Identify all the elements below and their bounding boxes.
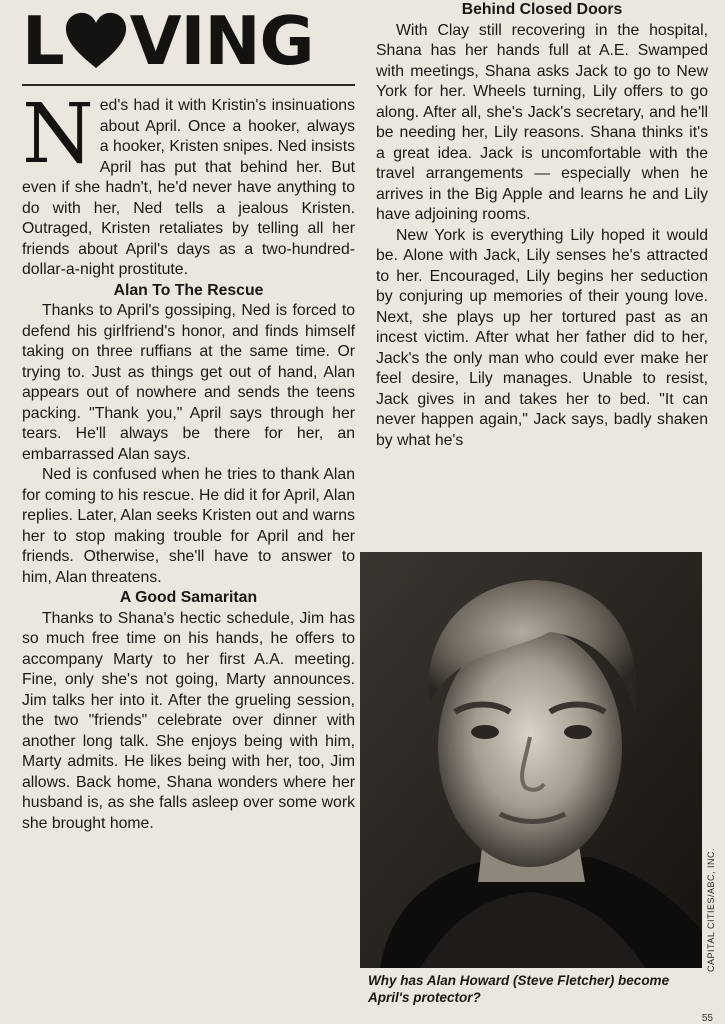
- paragraph: Thanks to Shana's hectic schedule, Jim has so much free time on his hands, he offers to accompany Marty to her first A.A. meeting. Fine, only she's not going, Marty announces. Jim talks her into it. After the grueling session, the two "friends" celebrate over dinner with another long talk. She enjoys being with him, Marty admits. He likes being with her, too, Jim allows. Back home, Shana wonders where her husband is, as she falls asleep over some work she brought home.: [22, 609, 355, 832]
- paragraph: Thanks to April's gossiping, Ned is forced to defend his girlfriend's honor, and finds himself taking on three ruffians at the same time. Or trying to. Just as things get out of hand, Alan appears out of nowhere and sends the teens packing. "Thank you," April says through her tears. He'll always be there for her, an embarrassed Alan says.: [22, 302, 355, 463]
- section-title-a-good-samaritan: A Good Samaritan: [119, 589, 258, 606]
- heart-icon: [64, 4, 130, 78]
- paragraph: With Clay still recovering in the hospital, Shana has her hands full at A.E. Swamped with meetings, Shana asks Jack to go to New York for her. Wheels turning, Lily offers to go along. After all, she's Jack's secretary, and he'll be needing her, Lily reasons. Shana thinks it's a great idea. Jack is uncomfortable with the travel arrangements — especially when he arrives in the Big Apple and learns he and Lily have adjoining rooms.: [376, 21, 708, 223]
- paragraph: New York is everything Lily hoped it would be. Alone with Jack, Lily senses he's attracted to her. Encouraged, Lily begins her seduction by conjuring up memories of their young love. Next, she plays up her tortured past as an incest victim. After what her father did to her, Jack's the only man who could ever make her feel desire, Lily manages. Unable to resist, Jack gives in and takes her to bed. "It can never happen again," Jack says, badly shaken by what he's: [376, 226, 708, 449]
- section-title-behind-closed-doors: Behind Closed Doors: [461, 1, 623, 18]
- masthead: [22, 4, 355, 78]
- lead-paragraph: [22, 87, 355, 281]
- masthead-rule: [22, 84, 355, 86]
- portrait-photo: [360, 552, 702, 968]
- section-title-alan-to-the-rescue: Alan To The Rescue: [113, 281, 264, 299]
- masthead-suffix: VING: [129, 4, 314, 78]
- drop-cap: N: [22, 87, 94, 182]
- photo-credit: CAPITAL CITIES/ABC, INC.: [706, 847, 716, 972]
- page-number: 55: [701, 1013, 713, 1024]
- portrait-illustration: [360, 552, 702, 968]
- paragraph: Ned is confused when he tries to thank Alan for coming to his rescue. He did it for April, Alan replies. Later, Alan seeks Kristen out and warns her to stop making trouble for April and her friends. Otherwise, she'll have to answer to him, Alan threatens.: [22, 466, 355, 586]
- right-column-text: [376, 0, 708, 451]
- left-column-text: [22, 87, 355, 834]
- masthead-prefix: L: [22, 4, 64, 78]
- photo-caption: Why has Alan Howard (Steve Fletcher) become April's protector?: [368, 973, 670, 1005]
- lead-paragraph-text: ed's had it with Kristin's insinuations about April. Once a hooker, always a hooker, Kristen snipes. Ned insists April has put that behind her. But even if she hadn't, he'd never have anything to do with her, Ned tells a jealous Kristen. Outraged, Kristen retaliates by telling all her friends about April's days as a two-hundred-dollar-a-night prostitute.: [22, 97, 355, 278]
